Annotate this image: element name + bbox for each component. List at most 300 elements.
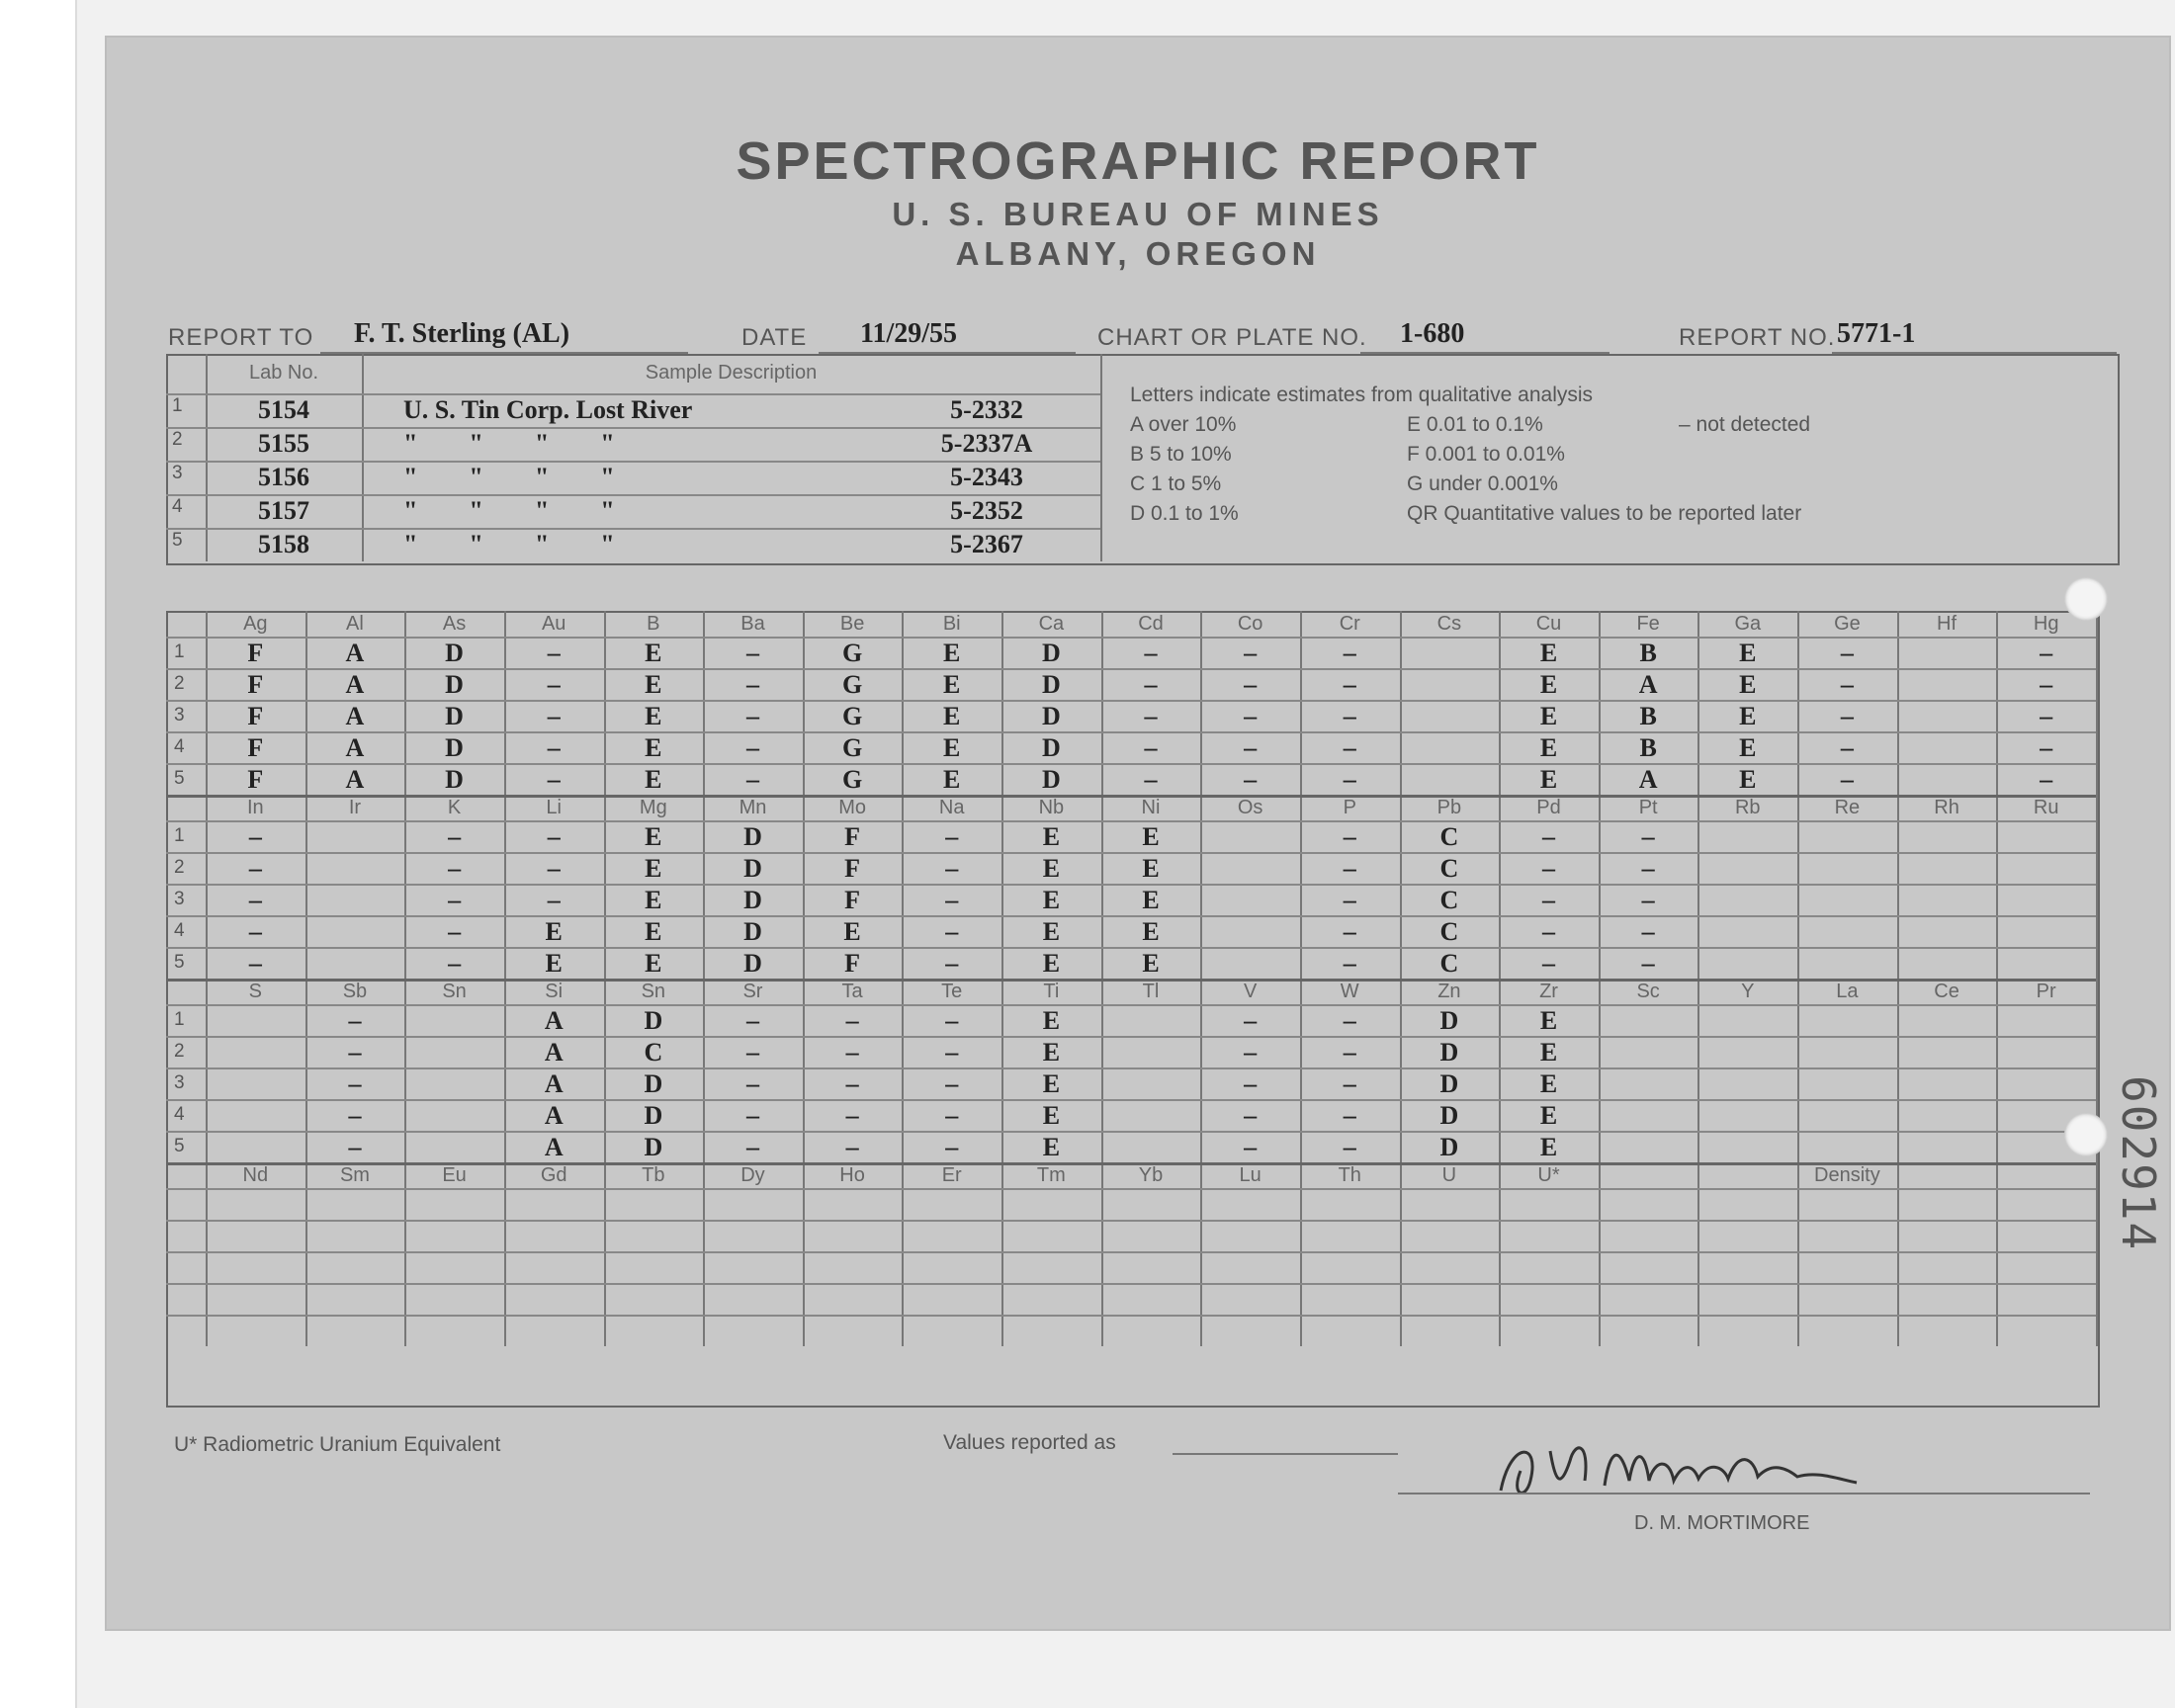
element-header: Rh xyxy=(1934,797,1959,818)
element-value: – xyxy=(745,702,759,730)
element-value: E xyxy=(645,639,662,667)
element-value: – xyxy=(945,886,959,914)
element-header: Au xyxy=(541,613,566,635)
element-value: A xyxy=(1638,765,1658,794)
element-value: F xyxy=(247,639,264,667)
element-value: E xyxy=(545,949,563,978)
legend-a: A over 10% xyxy=(1130,413,1237,436)
element-header: W xyxy=(1340,981,1359,1002)
element-value: E xyxy=(645,854,662,883)
report-to-value: F. T. Sterling (AL) xyxy=(354,318,570,349)
element-value: – xyxy=(845,1101,859,1130)
grid-row-line xyxy=(166,1036,2096,1038)
element-value: G xyxy=(841,670,863,699)
grid-row-line xyxy=(166,1188,2096,1190)
chart-plate-value: 1-680 xyxy=(1400,318,1465,349)
element-value: C xyxy=(644,1038,663,1067)
element-header: P xyxy=(1343,797,1356,818)
element-value: D xyxy=(1041,765,1061,794)
element-value: F xyxy=(247,765,264,794)
element-value: – xyxy=(1542,822,1556,851)
element-header: In xyxy=(246,797,264,818)
values-reported-label: Values reported as xyxy=(943,1431,1116,1454)
element-value: – xyxy=(1542,917,1556,946)
element-value: – xyxy=(745,639,759,667)
element-value: F xyxy=(844,886,861,914)
grid-row-line xyxy=(166,1099,2096,1101)
sample-lab-number: 5158 xyxy=(258,530,309,558)
element-header: Ca xyxy=(1038,613,1065,635)
element-value: E xyxy=(645,733,662,762)
grid-row-line xyxy=(166,1004,2096,1006)
element-header: Sn xyxy=(641,981,666,1002)
element-value: – xyxy=(945,1038,959,1067)
element-value: – xyxy=(1244,1101,1258,1130)
element-value: – xyxy=(1343,822,1356,851)
element-header: B xyxy=(647,613,660,635)
element-value: – xyxy=(1641,854,1655,883)
element-header: Tm xyxy=(1036,1164,1066,1186)
element-value: D xyxy=(1439,1069,1459,1098)
element-header: Cs xyxy=(1436,613,1462,635)
element-value: E xyxy=(645,822,662,851)
legend-g: G under 0.001% xyxy=(1407,472,1558,495)
element-value: – xyxy=(845,1069,859,1098)
element-header: Er xyxy=(941,1164,962,1186)
element-value: – xyxy=(1343,765,1356,794)
element-value: – xyxy=(1641,917,1655,946)
element-header: Fe xyxy=(1636,613,1660,635)
sample-description: U. S. Tin Corp. Lost River xyxy=(403,395,693,424)
element-value: F xyxy=(247,702,264,730)
element-value: – xyxy=(1244,1133,1258,1161)
element-header: Th xyxy=(1338,1164,1361,1186)
report-no-label: REPORT NO. xyxy=(1679,324,1836,351)
element-value: – xyxy=(1244,1038,1258,1067)
element-value: E xyxy=(1539,1038,1558,1067)
element-value: – xyxy=(745,1101,759,1130)
element-value: – xyxy=(2040,702,2053,730)
element-value: G xyxy=(841,639,863,667)
element-value: D xyxy=(445,702,464,730)
element-value: E xyxy=(1539,1101,1558,1130)
element-header: Hf xyxy=(1937,613,1958,635)
element-value: E xyxy=(1739,733,1757,762)
element-value: – xyxy=(547,765,561,794)
element-value: – xyxy=(745,765,759,794)
element-value: C xyxy=(1439,886,1459,914)
element-header: Cd xyxy=(1138,613,1164,635)
element-value: E xyxy=(645,765,662,794)
agency-location: ALBANY, OREGON xyxy=(955,235,1321,272)
element-value: – xyxy=(1343,854,1356,883)
lab-no-header: Lab No. xyxy=(248,362,319,384)
legend-intro: Letters indicate estimates from qualitative analysis xyxy=(1130,384,1594,406)
element-header: Hg xyxy=(2033,613,2059,635)
element-header: Al xyxy=(346,613,364,635)
date-label: DATE xyxy=(741,324,808,351)
element-header: Gd xyxy=(540,1164,567,1186)
element-value: D xyxy=(445,639,464,667)
element-header: U* xyxy=(1537,1164,1560,1186)
grid-row-number: 2 xyxy=(174,673,185,694)
element-value: – xyxy=(348,1038,362,1067)
sample-row-number: 3 xyxy=(172,463,183,483)
element-value: E xyxy=(1042,949,1061,978)
element-value: A xyxy=(345,765,365,794)
element-value: D xyxy=(743,854,762,883)
element-value: E xyxy=(1539,733,1558,762)
grid-row-line xyxy=(166,1283,2096,1285)
element-value: – xyxy=(348,1101,362,1130)
punch-hole-bottom xyxy=(2064,1113,2108,1156)
element-value: E xyxy=(1042,1101,1061,1130)
element-header: Mg xyxy=(639,797,667,818)
element-header: Density xyxy=(1814,1164,1880,1186)
element-value: E xyxy=(1042,822,1061,851)
sample-lab-number: 5156 xyxy=(258,463,309,491)
element-value: – xyxy=(1840,670,1854,699)
element-value: E xyxy=(1042,1006,1061,1035)
sample-lab-number: 5154 xyxy=(258,395,309,424)
element-value: A xyxy=(544,1101,564,1130)
legend-e: E 0.01 to 0.1% xyxy=(1407,413,1543,436)
element-value: – xyxy=(1144,702,1158,730)
element-value: E xyxy=(645,949,662,978)
element-value: E xyxy=(943,670,961,699)
element-value: D xyxy=(1439,1006,1459,1035)
element-value: – xyxy=(1542,949,1556,978)
sample-row-number: 1 xyxy=(172,395,183,416)
grid-row-number: 1 xyxy=(174,641,185,662)
element-header: Tl xyxy=(1142,981,1160,1002)
element-value: – xyxy=(2040,639,2053,667)
report-title: SPECTROGRAPHIC REPORT xyxy=(736,131,1540,191)
element-value: – xyxy=(248,886,262,914)
grid-row-number: 4 xyxy=(174,1104,185,1125)
element-value: C xyxy=(1439,854,1459,883)
grid-row-line xyxy=(166,1131,2096,1133)
element-value: – xyxy=(448,822,462,851)
element-value: – xyxy=(547,822,561,851)
sample-row-number: 2 xyxy=(172,429,183,450)
grid-row-line xyxy=(166,1220,2096,1222)
signature xyxy=(1481,1421,1936,1510)
element-value: E xyxy=(1539,670,1558,699)
element-header: Zn xyxy=(1437,981,1461,1002)
element-header: U xyxy=(1441,1164,1457,1186)
element-header: Pt xyxy=(1638,797,1658,818)
element-value: G xyxy=(841,765,863,794)
legend-f: F 0.001 to 0.01% xyxy=(1407,443,1565,466)
element-value: – xyxy=(2040,670,2053,699)
element-value: E xyxy=(1142,917,1160,946)
element-value: E xyxy=(1539,1069,1558,1098)
element-header: Dy xyxy=(740,1164,765,1186)
element-value: – xyxy=(348,1006,362,1035)
element-value: – xyxy=(1343,949,1356,978)
element-value: D xyxy=(1041,639,1061,667)
element-value: – xyxy=(1542,886,1556,914)
element-value: A xyxy=(544,1038,564,1067)
element-value: – xyxy=(1343,1069,1356,1098)
element-value: E xyxy=(1539,1006,1558,1035)
element-value: E xyxy=(1739,765,1757,794)
element-value: E xyxy=(843,917,861,946)
element-value: E xyxy=(645,917,662,946)
element-value: E xyxy=(1042,1133,1061,1161)
element-value: – xyxy=(448,917,462,946)
element-value: A xyxy=(345,670,365,699)
element-value: D xyxy=(644,1006,663,1035)
sample-description: " " " " xyxy=(403,530,615,558)
element-header: S xyxy=(248,981,262,1002)
element-value: – xyxy=(945,1069,959,1098)
uranium-note: U* Radiometric Uranium Equivalent xyxy=(174,1433,501,1456)
element-header: Ce xyxy=(1934,981,1959,1002)
grid-row-number: 2 xyxy=(174,1041,185,1062)
element-header: Co xyxy=(1237,613,1263,635)
element-value: – xyxy=(1840,702,1854,730)
agency-name: U. S. BUREAU OF MINES xyxy=(892,196,1384,232)
element-value: – xyxy=(547,639,561,667)
grid-row-number: 3 xyxy=(174,705,185,726)
element-header: Pd xyxy=(1536,797,1561,818)
element-value: E xyxy=(1539,765,1558,794)
element-header: Ge xyxy=(1834,613,1861,635)
element-value: F xyxy=(844,822,861,851)
element-value: E xyxy=(1539,702,1558,730)
element-value: E xyxy=(1142,886,1160,914)
element-value: E xyxy=(1739,702,1757,730)
element-value: D xyxy=(743,949,762,978)
element-header: Sc xyxy=(1636,981,1660,1002)
element-header: Y xyxy=(1741,981,1755,1002)
element-header: Zr xyxy=(1539,981,1558,1002)
element-header: K xyxy=(447,797,462,818)
element-value: D xyxy=(644,1101,663,1130)
sample-code: 5-2332 xyxy=(950,395,1023,424)
element-value: E xyxy=(1142,949,1160,978)
grid-row-number: 3 xyxy=(174,1072,185,1093)
element-value: E xyxy=(645,702,662,730)
element-header: Ir xyxy=(348,797,362,818)
element-value: – xyxy=(547,702,561,730)
element-header: As xyxy=(442,613,467,635)
sample-description: " " " " xyxy=(403,463,615,491)
element-value: – xyxy=(1343,733,1356,762)
element-value: G xyxy=(841,702,863,730)
element-value: – xyxy=(1244,639,1258,667)
element-value: – xyxy=(1641,886,1655,914)
element-value: – xyxy=(1343,1006,1356,1035)
element-value: G xyxy=(841,733,863,762)
element-value: – xyxy=(1840,639,1854,667)
element-value: – xyxy=(1343,917,1356,946)
element-header: Na xyxy=(938,797,965,818)
element-value: A xyxy=(345,702,365,730)
side-serial-number: 602914 xyxy=(2112,1075,2165,1252)
element-header: La xyxy=(1836,981,1859,1002)
sample-row-number: 5 xyxy=(172,530,183,551)
element-value: – xyxy=(745,1038,759,1067)
element-value: D xyxy=(1439,1133,1459,1161)
element-value: A xyxy=(1638,670,1658,699)
element-header: V xyxy=(1243,981,1258,1002)
element-value: – xyxy=(1244,765,1258,794)
element-value: – xyxy=(745,1006,759,1035)
element-header: Cr xyxy=(1339,613,1360,635)
element-header: Mo xyxy=(838,797,866,818)
element-header: Ni xyxy=(1141,797,1161,818)
element-header: Ag xyxy=(243,613,268,635)
element-value: E xyxy=(645,670,662,699)
element-value: – xyxy=(945,822,959,851)
element-header: Pb xyxy=(1436,797,1462,818)
element-header: Sb xyxy=(342,981,368,1002)
element-header: Re xyxy=(1834,797,1861,818)
element-value: – xyxy=(1343,1133,1356,1161)
element-value: – xyxy=(1840,733,1854,762)
sample-code: 5-2367 xyxy=(950,530,1023,558)
element-value: E xyxy=(1739,639,1757,667)
element-value: E xyxy=(545,917,563,946)
legend-d: D 0.1 to 1% xyxy=(1130,502,1239,525)
element-header: Ti xyxy=(1043,981,1060,1002)
legend-qr: QR Quantitative values to be reported later xyxy=(1407,502,1802,525)
element-value: – xyxy=(745,1133,759,1161)
grid-row-number: 4 xyxy=(174,920,185,941)
element-header: Be xyxy=(839,613,865,635)
element-value: – xyxy=(348,1133,362,1161)
element-value: F xyxy=(247,670,264,699)
element-value: E xyxy=(943,702,961,730)
element-value: – xyxy=(547,886,561,914)
element-value: E xyxy=(645,886,662,914)
legend-c: C 1 to 5% xyxy=(1130,472,1222,495)
element-value: E xyxy=(1142,822,1160,851)
element-value: – xyxy=(945,854,959,883)
element-value: – xyxy=(1641,949,1655,978)
element-value: D xyxy=(1439,1101,1459,1130)
element-value: E xyxy=(1042,886,1061,914)
sample-code: 5-2343 xyxy=(950,463,1023,491)
report-to-label: REPORT TO xyxy=(168,324,314,351)
grid-row-number: 1 xyxy=(174,1009,185,1030)
element-header: Ru xyxy=(2033,797,2059,818)
sample-description: " " " " xyxy=(403,429,615,458)
element-value: – xyxy=(945,1133,959,1161)
element-value: A xyxy=(544,1069,564,1098)
element-value: – xyxy=(945,1006,959,1035)
element-value: – xyxy=(1144,765,1158,794)
element-value: D xyxy=(445,765,464,794)
element-value: B xyxy=(1639,639,1657,667)
element-value: – xyxy=(1840,765,1854,794)
element-value: D xyxy=(445,670,464,699)
element-header: Sr xyxy=(742,981,763,1002)
element-value: – xyxy=(1244,702,1258,730)
element-value: E xyxy=(1142,854,1160,883)
element-value: – xyxy=(448,949,462,978)
element-value: D xyxy=(1041,702,1061,730)
element-header: Ho xyxy=(839,1164,865,1186)
grid-row-line xyxy=(166,1315,2096,1317)
element-value: B xyxy=(1639,702,1657,730)
element-header: Os xyxy=(1237,797,1263,818)
element-value: – xyxy=(845,1006,859,1035)
element-header: Eu xyxy=(442,1164,467,1186)
element-header: Nd xyxy=(242,1164,269,1186)
element-value: – xyxy=(945,1101,959,1130)
element-value: E xyxy=(1042,1038,1061,1067)
element-value: – xyxy=(845,1133,859,1161)
report-sheet xyxy=(107,38,2169,1629)
element-value: D xyxy=(743,822,762,851)
element-value: – xyxy=(248,822,262,851)
element-value: – xyxy=(845,1038,859,1067)
element-value: F xyxy=(247,733,264,762)
element-value: – xyxy=(2040,733,2053,762)
element-header: Cu xyxy=(1535,613,1562,635)
element-header: Tb xyxy=(642,1164,665,1186)
grid-row-number: 5 xyxy=(174,1136,185,1156)
grid-row-number: 4 xyxy=(174,736,185,757)
element-value: – xyxy=(348,1069,362,1098)
sample-description-header: Sample Description xyxy=(645,362,818,384)
element-value: C xyxy=(1439,949,1459,978)
element-header: Nb xyxy=(1038,797,1065,818)
signer-name: D. M. MORTIMORE xyxy=(1634,1512,1810,1534)
element-value: A xyxy=(544,1006,564,1035)
element-header: Ba xyxy=(740,613,765,635)
grid-row-line xyxy=(166,1068,2096,1069)
grid-row-line xyxy=(166,1251,2096,1253)
element-value: – xyxy=(745,1069,759,1098)
element-header: Lu xyxy=(1239,1164,1262,1186)
element-value: – xyxy=(248,949,262,978)
element-value: E xyxy=(943,733,961,762)
element-value: – xyxy=(1343,702,1356,730)
element-value: – xyxy=(1244,670,1258,699)
element-value: F xyxy=(844,854,861,883)
element-value: E xyxy=(1042,854,1061,883)
grid-column-line xyxy=(2096,611,2098,1346)
element-value: – xyxy=(1244,1006,1258,1035)
element-value: – xyxy=(448,886,462,914)
date-value: 11/29/55 xyxy=(860,318,958,349)
element-value: – xyxy=(1144,670,1158,699)
element-value: – xyxy=(248,854,262,883)
element-value: – xyxy=(448,854,462,883)
element-value: D xyxy=(743,886,762,914)
grid-row-number: 5 xyxy=(174,768,185,789)
element-header: Yb xyxy=(1138,1164,1164,1186)
element-value: – xyxy=(547,733,561,762)
element-value: D xyxy=(1439,1038,1459,1067)
element-value: D xyxy=(743,917,762,946)
element-value: E xyxy=(1539,639,1558,667)
grid-row-number: 2 xyxy=(174,857,185,878)
element-value: – xyxy=(745,733,759,762)
element-header: Mn xyxy=(739,797,767,818)
chart-plate-label: CHART OR PLATE NO. xyxy=(1097,324,1367,351)
element-value: D xyxy=(1041,670,1061,699)
element-value: E xyxy=(943,639,961,667)
element-value: B xyxy=(1639,733,1657,762)
sample-code: 5-2337A xyxy=(940,429,1033,458)
element-value: E xyxy=(1739,670,1757,699)
